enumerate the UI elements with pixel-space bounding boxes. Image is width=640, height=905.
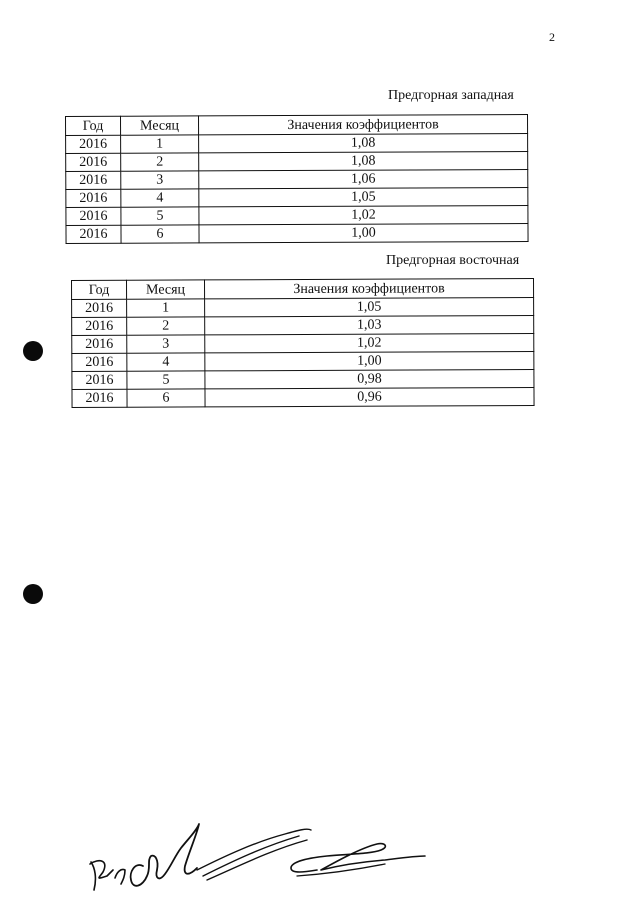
coefficients-table-west	[65, 114, 529, 244]
month-cell: 5	[127, 371, 205, 389]
year-cell: 2016	[72, 371, 127, 389]
table-caption-west: Предгорная западная	[388, 88, 514, 103]
month-cell: 2	[121, 153, 199, 171]
month-cell: 3	[121, 171, 199, 189]
column-header-coefficient: Значения коэффициентов	[199, 114, 528, 134]
year-cell: 2016	[66, 189, 121, 207]
month-cell: 6	[121, 225, 199, 243]
coefficient-cell: 1,05	[205, 297, 534, 316]
column-header-year: Год	[66, 116, 121, 135]
table-row	[72, 351, 534, 371]
coefficient-cell: 1,05	[199, 187, 528, 206]
table-row	[66, 223, 528, 243]
coefficient-cell: 1,08	[199, 151, 528, 170]
table-row	[72, 387, 534, 407]
table-row	[66, 133, 528, 153]
table-row	[72, 297, 534, 317]
table-row	[66, 187, 528, 207]
table-caption-east: Предгорная восточная	[386, 253, 520, 268]
table-header-row	[72, 278, 534, 299]
coefficient-cell: 1,08	[199, 133, 528, 152]
coefficient-cell: 1,02	[199, 205, 528, 224]
coefficient-cell: 0,98	[205, 369, 534, 388]
column-header-month: Месяц	[121, 116, 199, 135]
month-cell: 1	[127, 299, 205, 317]
table-row	[72, 315, 534, 335]
table-row	[66, 169, 528, 189]
table-row	[66, 151, 528, 171]
year-cell: 2016	[72, 353, 127, 371]
year-cell: 2016	[66, 225, 121, 243]
page-number: 2	[549, 30, 555, 44]
table-row	[72, 333, 534, 353]
coefficient-cell: 0,96	[205, 387, 534, 406]
coefficient-cell: 1,02	[205, 333, 534, 352]
year-cell: 2016	[66, 153, 121, 171]
year-cell: 2016	[72, 389, 127, 407]
handwritten-signature	[85, 820, 430, 895]
month-cell: 6	[127, 389, 205, 407]
year-cell: 2016	[66, 171, 121, 189]
year-cell: 2016	[66, 207, 121, 225]
month-cell: 4	[127, 353, 205, 371]
month-cell: 3	[127, 335, 205, 353]
column-header-month: Месяц	[127, 280, 205, 299]
binder-hole-mark	[23, 584, 43, 604]
year-cell: 2016	[72, 335, 127, 353]
coefficients-table-east	[71, 278, 535, 408]
coefficient-cell: 1,03	[205, 315, 534, 334]
month-cell: 5	[121, 207, 199, 225]
month-cell: 1	[121, 135, 199, 153]
coefficient-cell: 1,00	[199, 223, 528, 242]
column-header-coefficient: Значения коэффициентов	[205, 278, 534, 298]
binder-hole-mark	[23, 341, 43, 361]
coefficient-cell: 1,06	[199, 169, 528, 188]
month-cell: 2	[127, 317, 205, 335]
year-cell: 2016	[72, 317, 127, 335]
coefficient-cell: 1,00	[205, 351, 534, 370]
column-header-year: Год	[72, 280, 127, 299]
year-cell: 2016	[72, 299, 127, 317]
year-cell: 2016	[66, 135, 121, 153]
table-row	[66, 205, 528, 225]
table-row	[72, 369, 534, 389]
month-cell: 4	[121, 189, 199, 207]
table-header-row	[66, 114, 528, 135]
